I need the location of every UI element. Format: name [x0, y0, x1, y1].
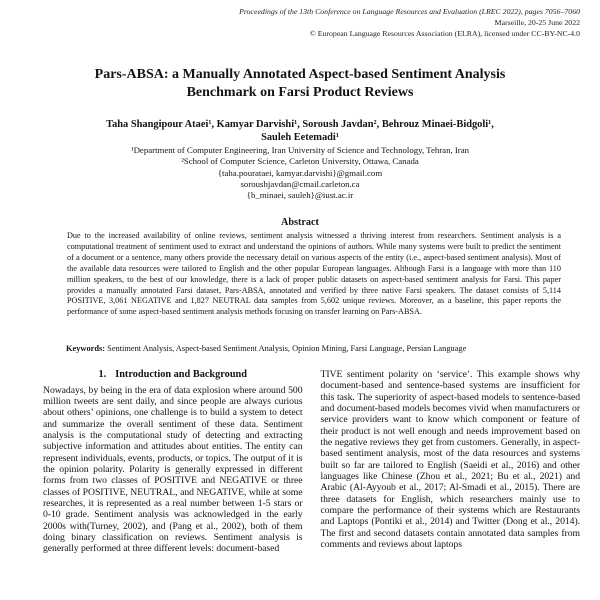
email-line-3: {b_minaei, sauleh}@iust.ac.ir	[246, 190, 354, 201]
keywords-label: Keywords:	[66, 344, 106, 353]
affiliations-block	[0, 145, 600, 201]
abstract-text: Due to the increased availability of online reviews, sentiment analysis witnessed a thriving interest from researchers. Sentiment analysis is a computational treatment of sentiment used to extract and understand the opinions of authors. While many systems were built to predict the sentiment of a document or a sentence, many others provide the necessary detail on various aspects of the entity (i.e., aspect-based sentiment analysis). Most of the available data resources were tailored to English and the other popular European languages. Although Farsi is a language with more than 110 million speakers, to the best of our knowledge, there is a lack of proper public datasets on aspect-based sentiment analysis for Farsi. This paper provides a manually annotated Farsi dataset, Pars-ABSA, annotated and verified by three native Farsi speakers. The dataset consists of 5,114 POSITIVE, 3,061 NEGATIVE and 1,827 NEUTRAL data samples from 5,602 unique reviews. Moreover, as a baseline, this paper reports the performance of some aspect-based sentiment analysis methods focusing on transfer learning on Pars-ABSA.	[67, 231, 561, 317]
right-column-text: TIVE sentiment polarity on ‘service’. This example shows why document-based and sentence-based systems are insufficient for this task. The superiority of aspect-based models to sentence-based and document-based models becomes vivid when manufacturers or service providers want to know which component or feature of their product is not well enough and needs improvement based on the negative reviews they get from customers. Generally, in aspect-based sentiment analysis, most of the data resources and systems built so far are tailored to English (Saeidi et al., 2016) and other languages like Chinese (Zhou et al., 2021; Bu et al., 2021) and Arabic (Al-Ayyoub et al., 2017; Al-Smadi et al., 2015). There are three datasets for English, which researchers mainly use to compare the performance of their systems which are Restaurants and Laptops (Pontiki et al., 2014) and Twitter (Dong et al., 2014). The first and second datasets contain annotated data samples from comments and reviews about laptops	[320, 369, 580, 551]
abstract-heading: Abstract	[281, 217, 319, 228]
section-1-number: 1.	[98, 369, 107, 380]
author-list	[0, 119, 600, 144]
affiliation-1: ¹Department of Computer Engineering, Iran University of Science and Technology, Tehran, Iran	[130, 145, 470, 155]
affiliation-2: ²School of Computer Science, Carleton University, Ottawa, Canada	[181, 156, 419, 167]
author-line-2: Sauleh Eetemadi¹	[261, 131, 339, 143]
paper-title-line-1: Pars-ABSA: a Manually Annotated Aspect-based Sentiment Analysis	[94, 67, 506, 82]
proceedings-header	[239, 7, 580, 39]
section-1-title: Introduction and Background	[115, 369, 248, 380]
left-column	[43, 369, 303, 600]
email-line-1: {taha.pourataei, kamyar.darvishi}@gmail.com	[217, 167, 383, 178]
keywords-text: Sentiment Analysis, Aspect-based Sentiment Analysis, Opinion Mining, Farsi Language, Persian Language	[107, 344, 467, 353]
paper-title-line-2: Benchmark on Farsi Product Reviews	[186, 85, 414, 100]
license-line: © European Language Resources Association (ELRA), licensed under CC-BY-NC-4.0	[309, 28, 580, 38]
author-line-1: Taha Shangipour Ataei¹, Kamyar Darvishi¹, Soroush Javdan², Behrouz Minaei-Bidgoli¹,	[106, 119, 494, 130]
section-1-heading	[43, 369, 303, 382]
right-column	[321, 369, 581, 600]
venue-date-line: Marseille, 20-25 June 2022	[494, 17, 580, 27]
paper-title	[0, 66, 600, 102]
keywords-line	[66, 344, 562, 355]
left-column-text: Nowadays, by being in the era of data explosion where around 500 million tweets are sent daily, and since people are always curious about others’ opinions, one challenge is to build a system to detect and summarize the overall sentiment of these data. Sentiment analysis is the computational study of detecting and extracting subjective information and attitudes about entities. The entity can represent individuals, events, products, or topics. The output of it is the opinion polarity. Polarity is generally expressed in different forms from two classes of POSITIVE and NEGATIVE or three classes of POSITIVE, NEUTRAL, and NEGATIVE, while at some researches, it is represented as a real number between 1-5 stars or 0-10 grade. Sentiment analysis was acknowledged in the early 2000s with(Turney, 2002), and (Pang et al., 2002), both of them doing binary classification on reviews. Sentiment analysis is generally performed at three different levels: document-based	[43, 384, 303, 555]
email-line-2: soroushjavdan@cmail.carleton.ca	[240, 178, 360, 189]
two-column-body	[43, 369, 580, 600]
proceedings-citation: Proceedings of the 13th Conference on Language Resources and Evaluation (LREC 2022), pages 7056–7060	[239, 7, 580, 16]
